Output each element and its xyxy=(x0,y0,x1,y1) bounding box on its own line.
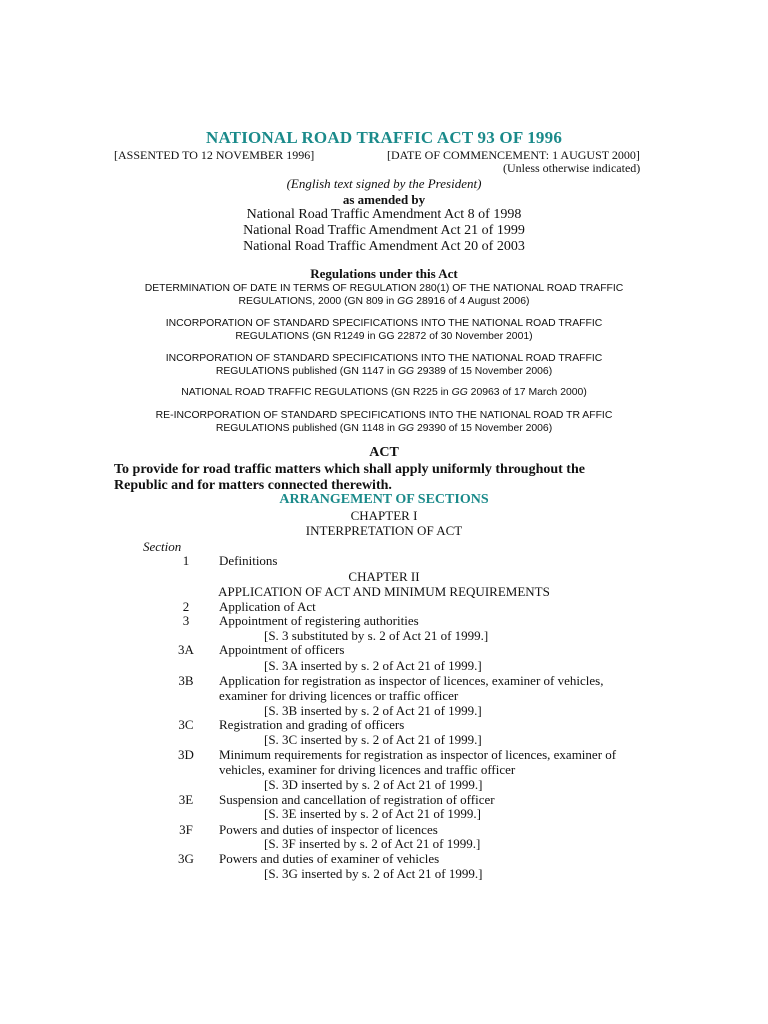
section-label: Section xyxy=(143,539,182,554)
amendment-2: National Road Traffic Amendment Act 21 of 1999 xyxy=(243,223,525,238)
regulation-item xyxy=(0,409,768,435)
regulation-text: REGULATIONS, 2000 (GN 809 in xyxy=(238,296,398,307)
regulation-item xyxy=(0,282,768,308)
section-number: 3D xyxy=(178,747,194,762)
section-number: 2 xyxy=(182,599,190,614)
amendment-3: National Road Traffic Amendment Act 20 of 2003 xyxy=(243,239,525,254)
gazette-abbrev: GG xyxy=(451,387,468,398)
regulation-line: INCORPORATION OF STANDARD SPECIFICATIONS INTO THE NATIONAL ROAD TRAFFIC xyxy=(165,353,603,364)
chapter-1-label: CHAPTER I xyxy=(350,508,418,523)
section-title[interactable]: Minimum requirements for registration as inspector of licences, examiner of xyxy=(219,747,617,762)
section-title[interactable]: Definitions xyxy=(219,553,278,568)
section-note: [S. 3F inserted by s. 2 of Act 21 of 1999.] xyxy=(264,836,481,851)
regulation-item xyxy=(0,317,768,343)
section-number: 3 xyxy=(182,613,190,628)
regulation-text: REGULATIONS published (GN 1148 in xyxy=(215,423,398,434)
english-text-note: (English text signed by the President) xyxy=(286,176,482,191)
regulation-line xyxy=(0,365,768,378)
section-title[interactable]: Registration and grading of officers xyxy=(219,717,405,732)
gazette-abbrev: GG xyxy=(397,423,415,434)
regulation-text: 20963 of 17 March 2000) xyxy=(467,387,587,398)
section-number: 3A xyxy=(178,642,194,657)
section-number: 1 xyxy=(182,553,190,568)
gazette-abbrev: GG xyxy=(397,366,415,377)
chapter-2-title: APPLICATION OF ACT AND MINIMUM REQUIREMENTS xyxy=(218,584,550,599)
section-title[interactable]: Powers and duties of inspector of licences xyxy=(219,822,438,837)
regulation-text: 29389 of 15 November 2006) xyxy=(414,366,553,377)
gazette-abbrev: GG xyxy=(397,296,414,307)
regulation-text: 29390 of 15 November 2006) xyxy=(414,423,553,434)
section-title[interactable]: Application for registration as inspector of licences, examiner of vehicles, xyxy=(219,673,604,688)
section-title-continued: examiner for driving licences or traffic officer xyxy=(219,688,459,703)
section-title[interactable]: Appointment of registering authorities xyxy=(219,613,419,628)
section-note: [S. 3G inserted by s. 2 of Act 21 of 1999.] xyxy=(264,866,483,881)
regulation-text: NATIONAL ROAD TRAFFIC REGULATIONS (GN R225 in xyxy=(181,387,452,398)
regulation-line xyxy=(0,295,768,308)
section-number: 3F xyxy=(179,822,193,837)
act-heading: ACT xyxy=(369,445,399,460)
section-title[interactable]: Powers and duties of examiner of vehicles xyxy=(219,851,440,866)
regulation-line: RE-INCORPORATION OF STANDARD SPECIFICATIONS INTO THE NATIONAL ROAD TR AFFIC xyxy=(155,410,613,421)
arrangement-heading: ARRANGEMENT OF SECTIONS xyxy=(279,492,489,507)
chapter-1-title: INTERPRETATION OF ACT xyxy=(305,523,463,538)
regulation-line: DETERMINATION OF DATE IN TERMS OF REGULATION 280(1) OF THE NATIONAL ROAD TRAFFIC xyxy=(144,283,624,294)
regulation-item xyxy=(0,352,768,378)
section-title[interactable]: Appointment of officers xyxy=(219,642,345,657)
act-title: NATIONAL ROAD TRAFFIC ACT 93 OF 1996 xyxy=(205,128,563,147)
regulation-line xyxy=(0,422,768,435)
section-note: [S. 3 substituted by s. 2 of Act 21 of 1999.] xyxy=(264,628,489,643)
section-note: [S. 3A inserted by s. 2 of Act 21 of 1999.] xyxy=(264,658,482,673)
regulation-item xyxy=(0,386,768,399)
regulation-text: REGULATIONS published (GN 1147 in xyxy=(215,366,398,377)
section-title[interactable]: Application of Act xyxy=(219,599,316,614)
as-amended-by: as amended by xyxy=(342,192,426,207)
regulation-line xyxy=(0,386,768,399)
section-title-continued: vehicles, examiner for driving licences and traffic officer xyxy=(219,762,516,777)
section-number: 3C xyxy=(178,717,194,732)
amendment-1: National Road Traffic Amendment Act 8 of 1998 xyxy=(246,207,522,222)
section-title[interactable]: Suspension and cancellation of registration of officer xyxy=(219,792,495,807)
section-note: [S. 3C inserted by s. 2 of Act 21 of 1999.] xyxy=(264,732,482,747)
section-number: 3E xyxy=(178,792,194,807)
section-note: [S. 3B inserted by s. 2 of Act 21 of 1999.] xyxy=(264,703,482,718)
assented-date: [ASSENTED TO 12 NOVEMBER 1996] xyxy=(114,148,315,162)
commencement-qualifier: (Unless otherwise indicated) xyxy=(503,161,641,175)
regulations-heading: Regulations under this Act xyxy=(310,266,458,281)
chapter-2-label: CHAPTER II xyxy=(348,569,420,584)
commencement-date: [DATE OF COMMENCEMENT: 1 AUGUST 2000] xyxy=(387,148,640,162)
section-note: [S. 3D inserted by s. 2 of Act 21 of 1999.] xyxy=(264,777,483,792)
section-note: [S. 3E inserted by s. 2 of Act 21 of 1999.] xyxy=(264,806,482,821)
regulation-line: INCORPORATION OF STANDARD SPECIFICATIONS INTO THE NATIONAL ROAD TRAFFIC xyxy=(165,318,603,329)
section-number: 3G xyxy=(178,851,194,866)
section-number: 3B xyxy=(178,673,194,688)
act-description-line1: To provide for road traffic matters which shall apply uniformly throughout the xyxy=(114,462,585,477)
regulation-line: REGULATIONS (GN R1249 in GG 22872 of 30 November 2001) xyxy=(235,331,533,342)
act-description-line2: Republic and for matters connected therewith. xyxy=(114,478,392,493)
regulation-text: 28916 of 4 August 2006) xyxy=(413,296,530,307)
